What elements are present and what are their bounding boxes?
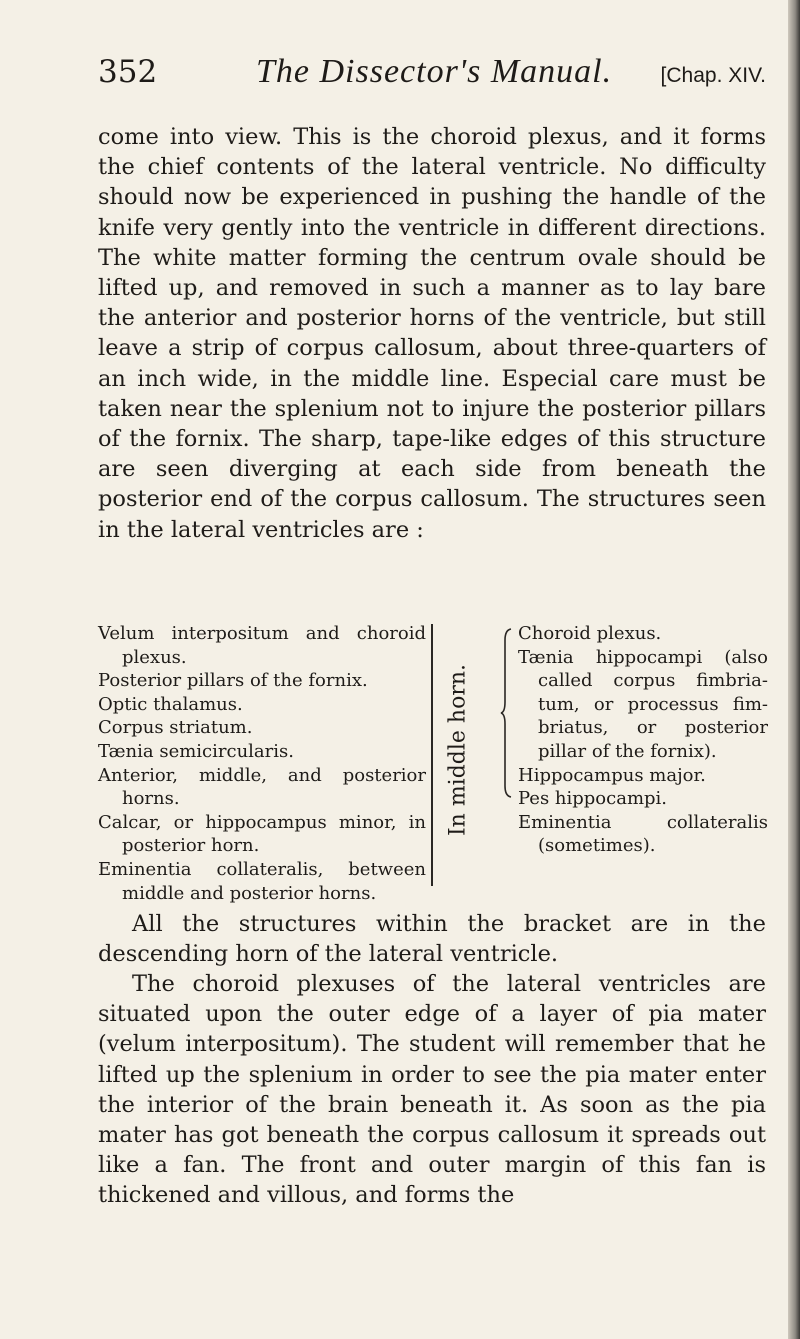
running-title: The Dissector's Manual.: [256, 53, 613, 90]
list-item: Calcar, or hippocampus minor, in posterior horn.: [98, 811, 426, 857]
column-divider: [431, 624, 433, 886]
list-item: Eminentia collateralis (sometimes).: [518, 811, 768, 857]
list-item: Hippocampus major.: [518, 764, 706, 786]
list-item: Optic thalamus.: [98, 693, 243, 715]
curly-bracket: [500, 628, 512, 798]
page-number: 352: [98, 54, 158, 90]
list-item: Posterior pillars of the fornix.: [98, 670, 368, 692]
list-item: Anterior, middle, and posterior horns.: [98, 764, 426, 810]
paragraph-opening: come into view. This is the choroid plexus, and it forms the chief contents of the lateral ventricle. No difficulty should now be experienced in pushing the handle of the knife very gently into the ventricle in different directions. The white matter forming the centrum ovale should be lifted up, and removed in such a manner as to lay bare the anterior and posterior horns of the ventricle, but still leave a strip of corpus callosum, about three-quarters of an inch wide, in the middle line. Especial care must be taken near the splenium not to injure the posterior pillars of the fornix. The sharp, tape-like edges of this structure are seen diverging at each side from beneath the posterior end of the corpus callosum. The structures seen in the lateral ventricles are :: [98, 124, 766, 543]
paragraph-bracket-note: All the structures within the bracket are in the descending horn of the lateral ventricle.: [98, 911, 766, 968]
list-item: Tænia semicircularis.: [98, 740, 294, 762]
bracket-label: In middle horn.: [445, 663, 471, 837]
structures-list-right: [518, 622, 768, 858]
list-item: Eminentia collateralis, between middle and posterior horns.: [98, 858, 426, 904]
chapter-label: [Chap. XIV.: [660, 64, 766, 87]
structures-list-left: [98, 622, 426, 905]
list-item: Choroid plexus.: [518, 623, 662, 644]
list-item: Velum interpositum and choroid plexus.: [98, 623, 426, 668]
page-edge-shadow: [788, 0, 800, 1339]
list-item: Pes hippocampi.: [518, 788, 668, 810]
list-item: Corpus striatum.: [98, 717, 253, 739]
list-item: Tænia hippocampi (also called corpus fimbria-tum, or processus fim-briatus, or posterior pillar of the fornix).: [518, 646, 768, 762]
paragraph-choroid: The choroid plexuses of the lateral ventricles are situated upon the outer edge of a layer of pia mater (velum interpositum). The student will remember that he lifted up the splenium in order to see the pia mater enter the interior of the brain beneath it. As soon as the pia mater has got beneath the corpus callosum it spreads out like a fan. The front and outer margin of this fan is thickened and villous, and forms the: [98, 971, 766, 1209]
